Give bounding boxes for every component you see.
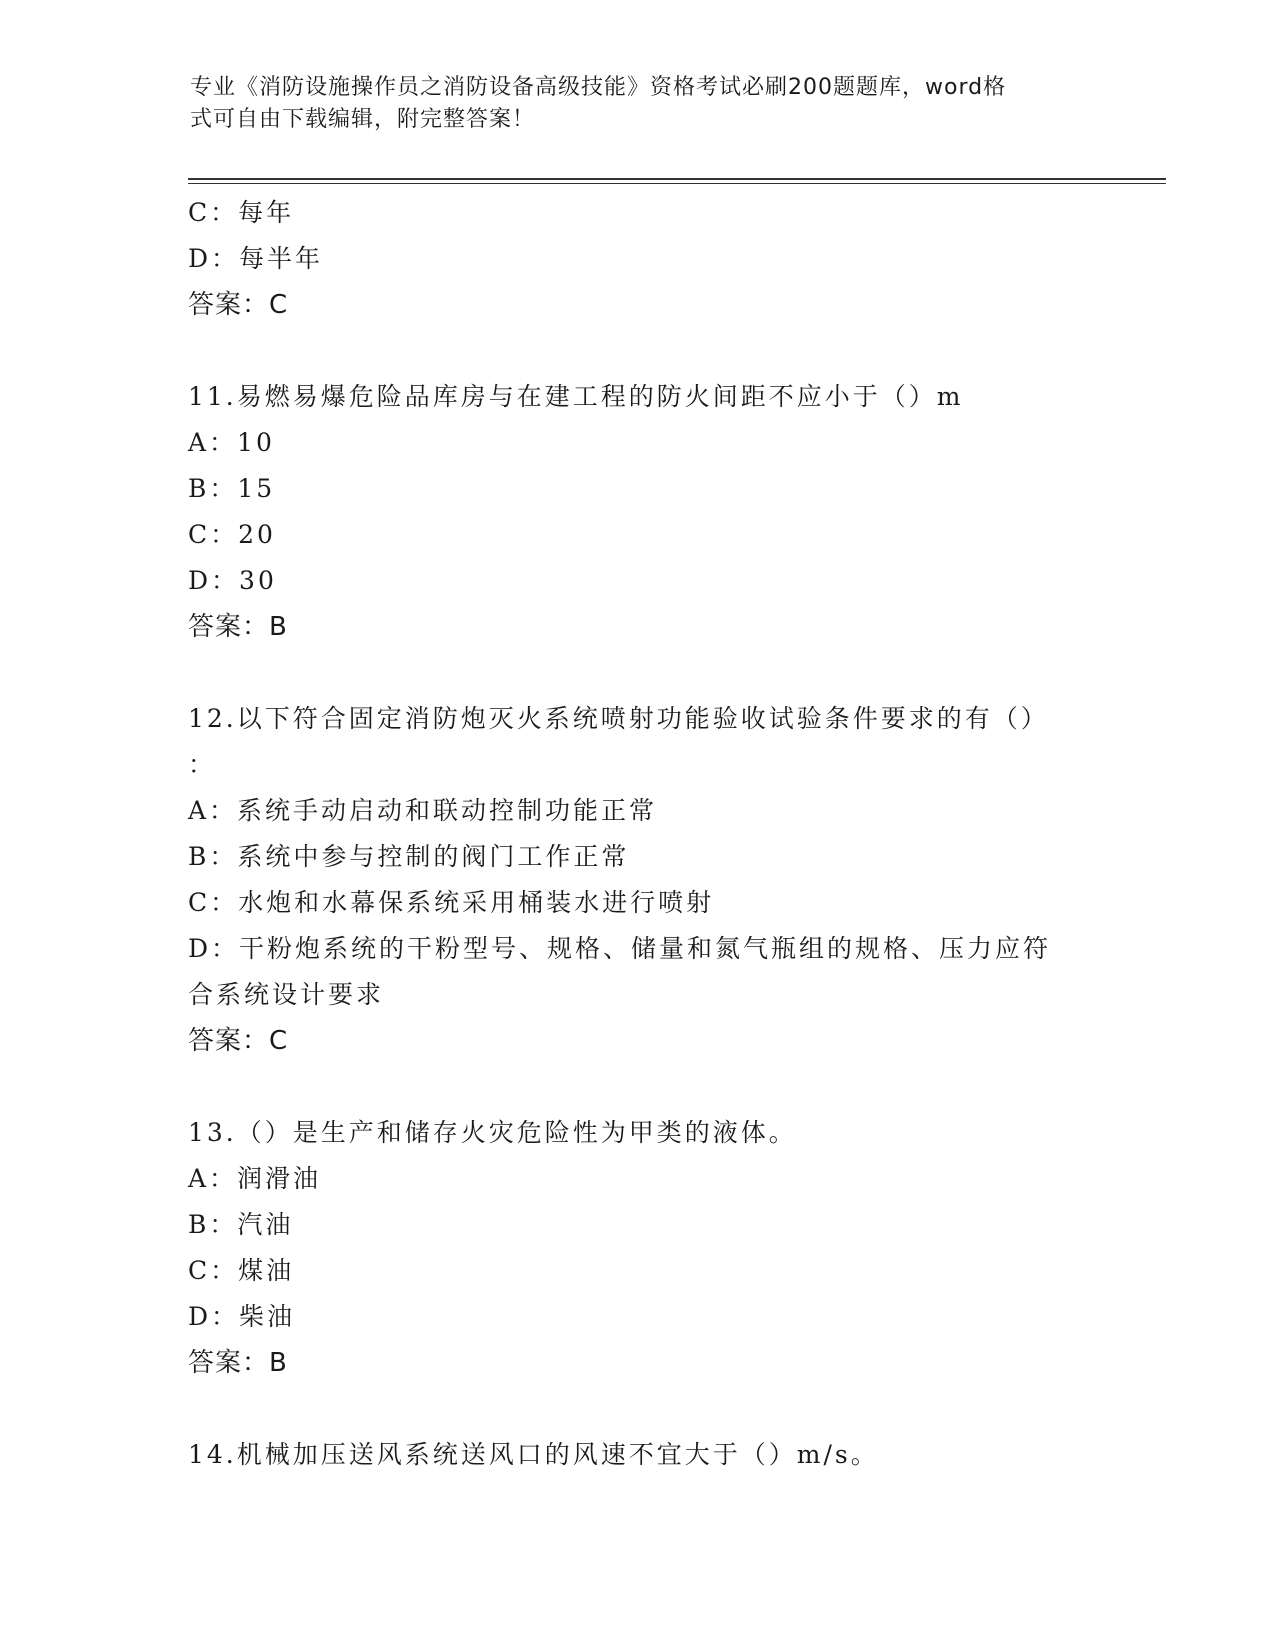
question-text-continued: ： xyxy=(188,750,217,779)
answer: 答案：C xyxy=(188,1026,289,1056)
answer: 答案：C xyxy=(188,290,289,320)
option-a: A：10 xyxy=(188,428,275,457)
spacer xyxy=(188,1386,1088,1432)
document-header xyxy=(190,72,1090,136)
option-c: C：煤油 xyxy=(188,1256,295,1285)
option-c: C：每年 xyxy=(188,198,295,227)
question-text: 13.（）是生产和储存火灾危险性为甲类的液体。 xyxy=(188,1118,797,1147)
option-a: A：润滑油 xyxy=(188,1164,322,1193)
question-12 xyxy=(188,696,1088,1064)
question-list xyxy=(188,190,1088,1478)
question-text: 11.易燃易爆危险品库房与在建工程的防火间距不应小于（）m xyxy=(188,382,964,411)
spacer xyxy=(188,1064,1088,1110)
option-d: D：每半年 xyxy=(188,244,324,273)
option-c: C：20 xyxy=(188,520,276,549)
header-title-line-2: 式可自由下载编辑，附完整答案！ xyxy=(190,107,536,132)
spacer xyxy=(188,650,1088,696)
question-13 xyxy=(188,1110,1088,1386)
option-d-continued: 合系统设计要求 xyxy=(188,980,385,1009)
question-11 xyxy=(188,374,1088,650)
option-a: A：系统手动启动和联动控制功能正常 xyxy=(188,796,658,825)
option-c: C：水炮和水幕保系统采用桶装水进行喷射 xyxy=(188,888,715,917)
option-b: B：15 xyxy=(188,474,276,503)
option-b: B：系统中参与控制的阀门工作正常 xyxy=(188,842,630,871)
question-10-continued xyxy=(188,190,1088,328)
header-divider xyxy=(188,178,1166,184)
question-14 xyxy=(188,1432,1088,1478)
option-d: D：30 xyxy=(188,566,277,595)
option-d: D：干粉炮系统的干粉型号、规格、储量和氮气瓶组的规格、压力应符 xyxy=(188,934,1052,963)
answer: 答案：B xyxy=(188,612,288,642)
question-text: 12.以下符合固定消防炮灭火系统喷射功能验收试验条件要求的有（） xyxy=(188,704,1049,733)
answer: 答案：B xyxy=(188,1348,288,1378)
option-b: B：汽油 xyxy=(188,1210,294,1239)
header-title-line-1: 专业《消防设施操作员之消防设备高级技能》资格考试必刷200题题库，word格 xyxy=(190,75,1007,100)
spacer xyxy=(188,328,1088,374)
option-d: D：柴油 xyxy=(188,1302,296,1331)
question-text: 14.机械加压送风系统送风口的风速不宜大于（）m/s。 xyxy=(188,1440,879,1469)
